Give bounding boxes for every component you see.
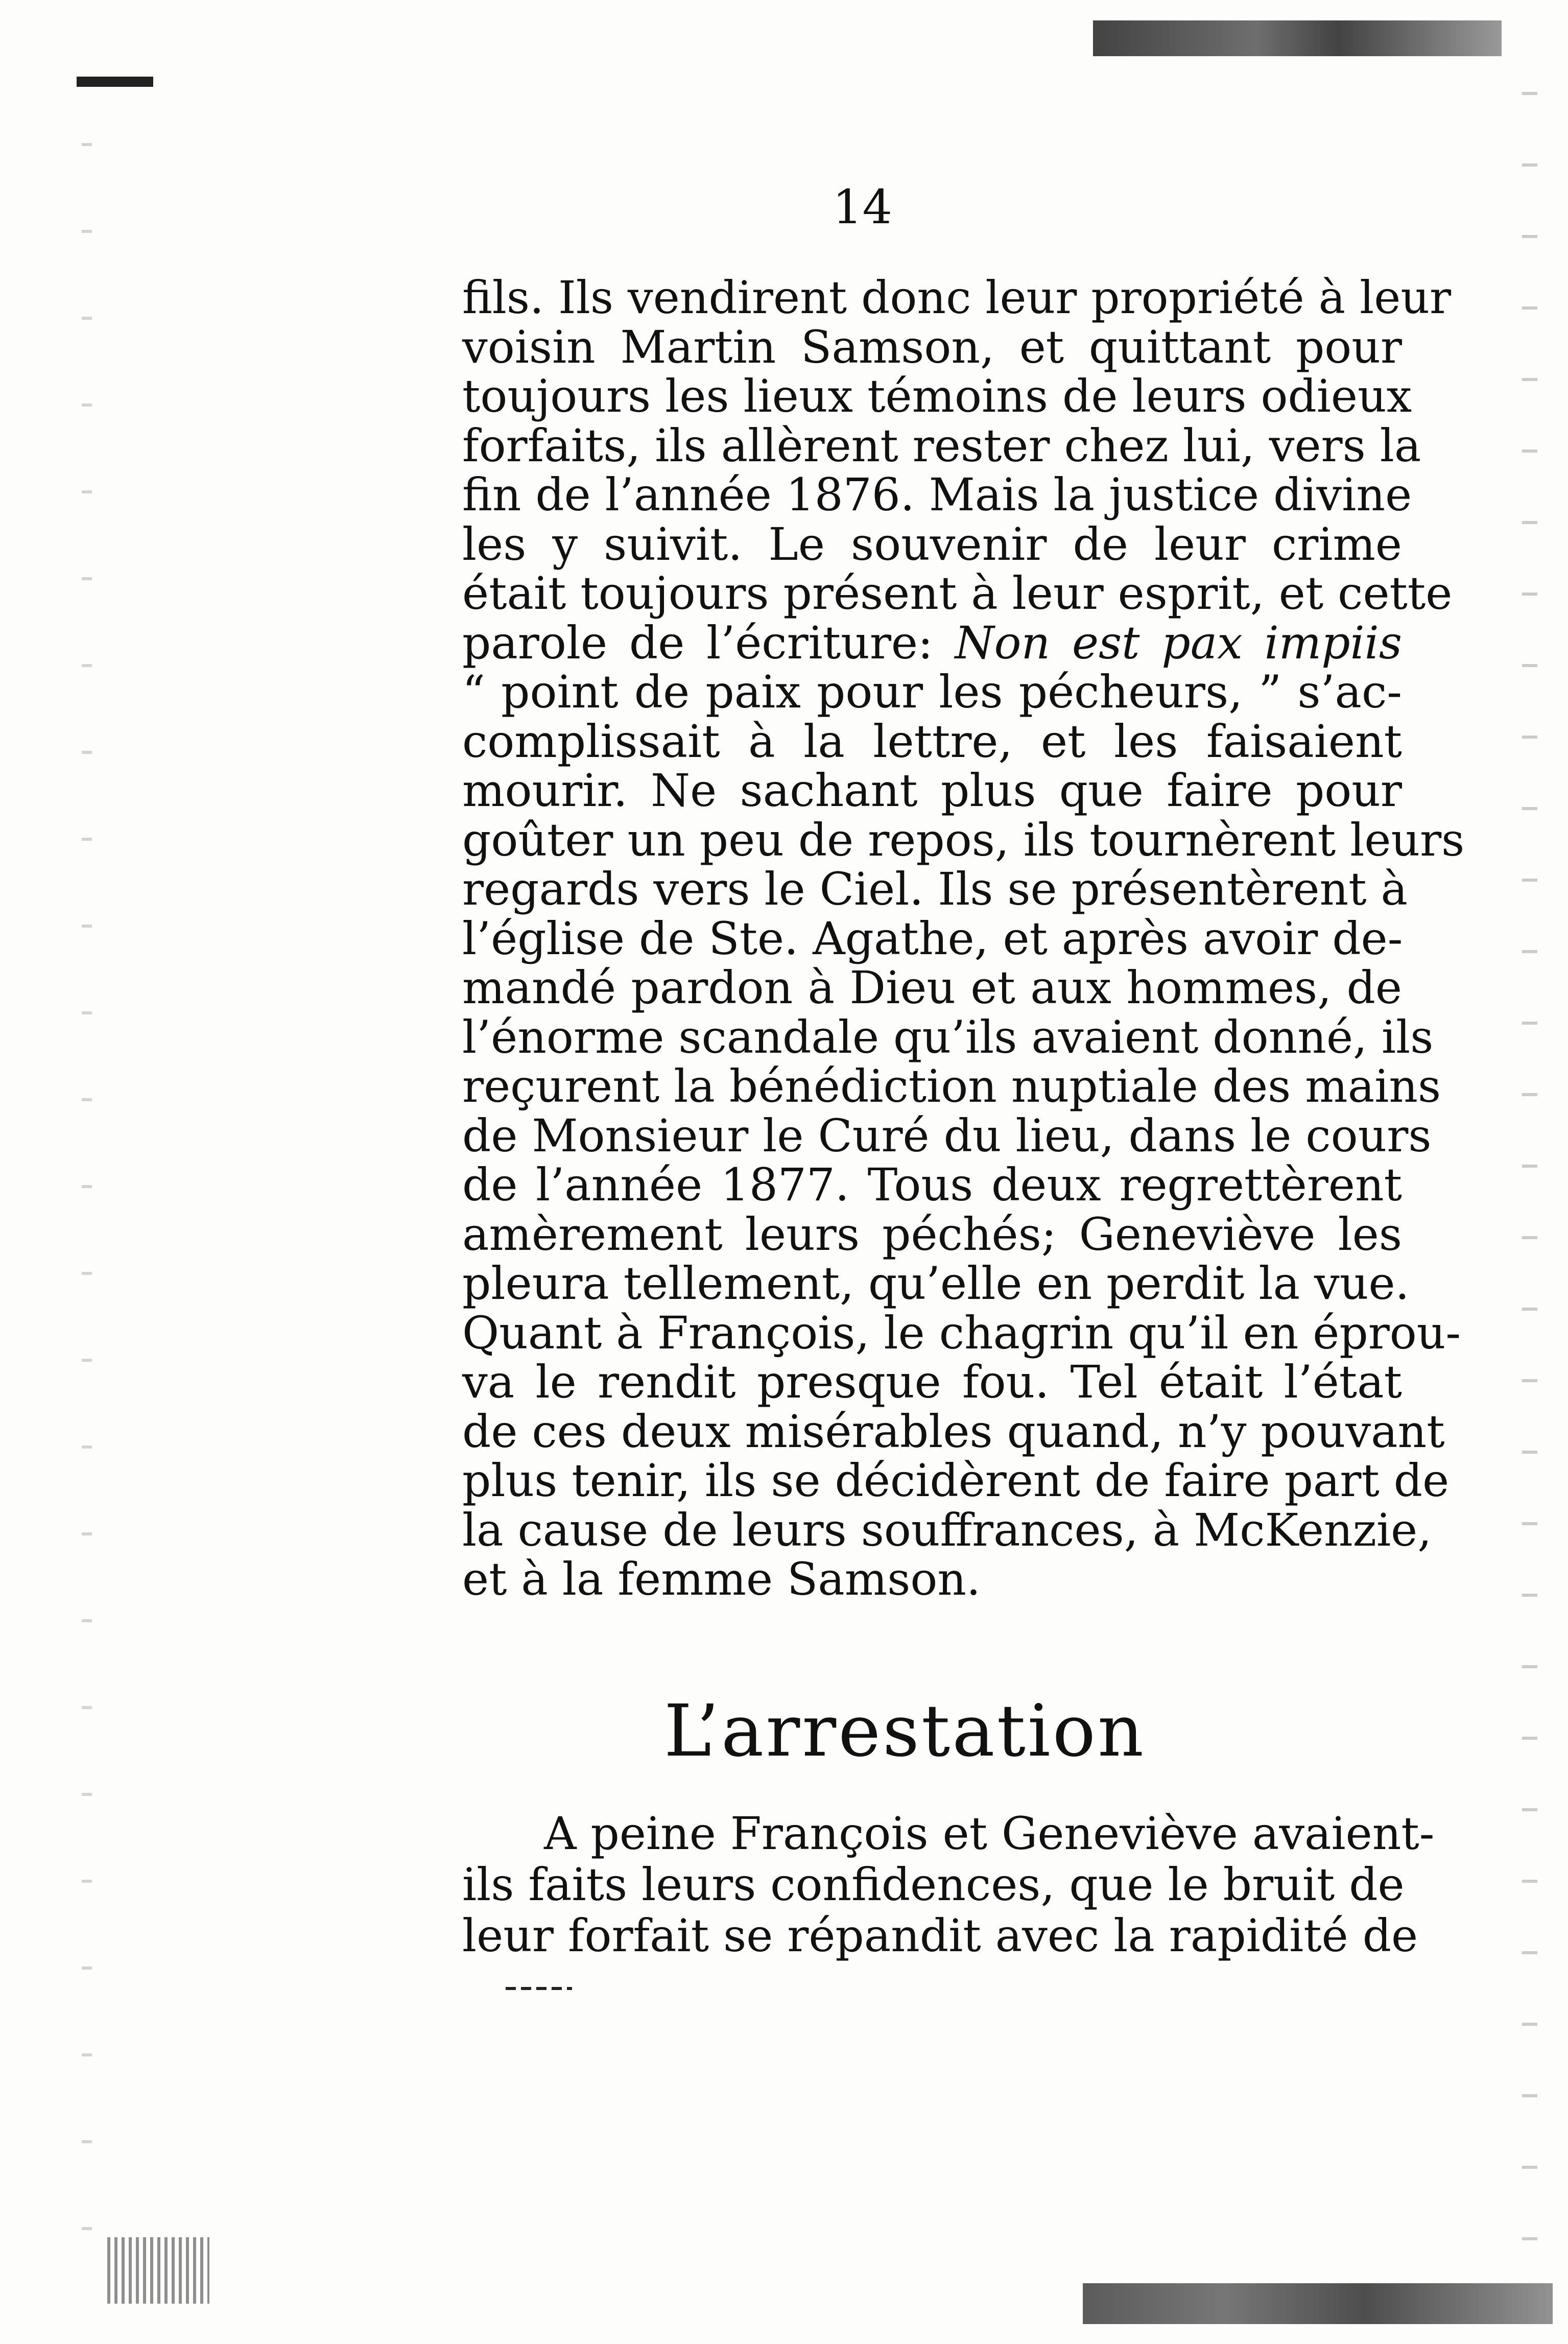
text-line: de ces deux misérables quand, n’y pouvant	[462, 1405, 1445, 1458]
text-line: goûter un peu de repos, ils tournèrent leurs	[462, 813, 1465, 866]
text-line: voisin Martin Samson, et quittant pour	[462, 320, 1402, 373]
scan-artifact-right-edge	[1522, 61, 1537, 2258]
text-line: amèrement leurs péchés; Geneviève les	[462, 1207, 1402, 1261]
text-line: ils faits leurs confidences, que le bruit de	[462, 1858, 1405, 1911]
text-line: complissait à la lettre, et les faisaient	[462, 715, 1402, 768]
text-line: reçurent la bénédiction nuptiale des mains	[462, 1060, 1441, 1112]
text-line: pleura tellement, qu’elle en perdit la vue.	[462, 1257, 1410, 1310]
text-line: l’énorme scandale qu’ils avaient donné, ils	[462, 1010, 1434, 1063]
text-line: la cause de leurs souffrances, à McKenzie,	[462, 1503, 1432, 1556]
text-line: fils. Ils vendirent donc leur propriété à leur	[462, 271, 1452, 324]
scan-artifact-bottom-left	[107, 2237, 209, 2304]
section-body	[462, 1807, 1435, 1962]
text-line: leur forfait se répandit avec la rapidité de	[462, 1909, 1418, 1962]
text-line: va le rendit presque fou. Tel était l’état	[462, 1356, 1402, 1408]
scan-artifact-bottom-right	[1083, 2283, 1553, 2324]
text-line: de Monsieur le Curé du lieu, dans le cours	[462, 1109, 1432, 1162]
scan-artifact-left-edge	[82, 102, 92, 2299]
text-line: regards vers le Ciel. Ils se présentèrent à	[462, 863, 1408, 915]
text-line: l’église de Ste. Agathe, et après avoir de-	[462, 912, 1403, 965]
dash-mark	[506, 1987, 572, 1990]
text-line: “ point de paix pour les pécheurs, ” s’ac-	[462, 666, 1402, 718]
text-line: était toujours présent à leur esprit, et cette	[462, 567, 1453, 620]
page-number: 14	[833, 180, 893, 234]
paragraph-body	[462, 271, 1465, 1605]
text-line: les y suivit. Le souvenir de leur crime	[462, 517, 1402, 571]
text-line: toujours les lieux témoins de leurs odieux	[462, 370, 1412, 422]
text-line: fin de l’année 1876. Mais la justice divine	[462, 468, 1412, 521]
latin-phrase: Non est pax impiis	[955, 616, 1402, 669]
text-segment: parole de l’écriture:	[462, 616, 933, 669]
text-line: plus tenir, ils se décidèrent de faire part de	[462, 1454, 1450, 1507]
text-line-with-latin	[462, 616, 1402, 669]
text-line: et à la femme Samson.	[462, 1553, 981, 1605]
text-line: A peine François et Geneviève avaient-	[544, 1807, 1435, 1860]
text-line: de l’année 1877. Tous deux regrettèrent	[462, 1158, 1402, 1211]
text-line: mandé pardon à Dieu et aux hommes, de	[462, 961, 1402, 1014]
scan-artifact-top-left	[77, 77, 153, 87]
scan-artifact-top-right	[1093, 20, 1502, 56]
text-line: mourir. Ne sachant plus que faire pour	[462, 764, 1402, 817]
section-heading: L’arrestation	[664, 1690, 1146, 1773]
text-line: Quant à François, le chagrin qu’il en éprou-	[462, 1306, 1461, 1359]
text-line: forfaits, ils allèrent rester chez lui, vers la	[462, 419, 1421, 472]
